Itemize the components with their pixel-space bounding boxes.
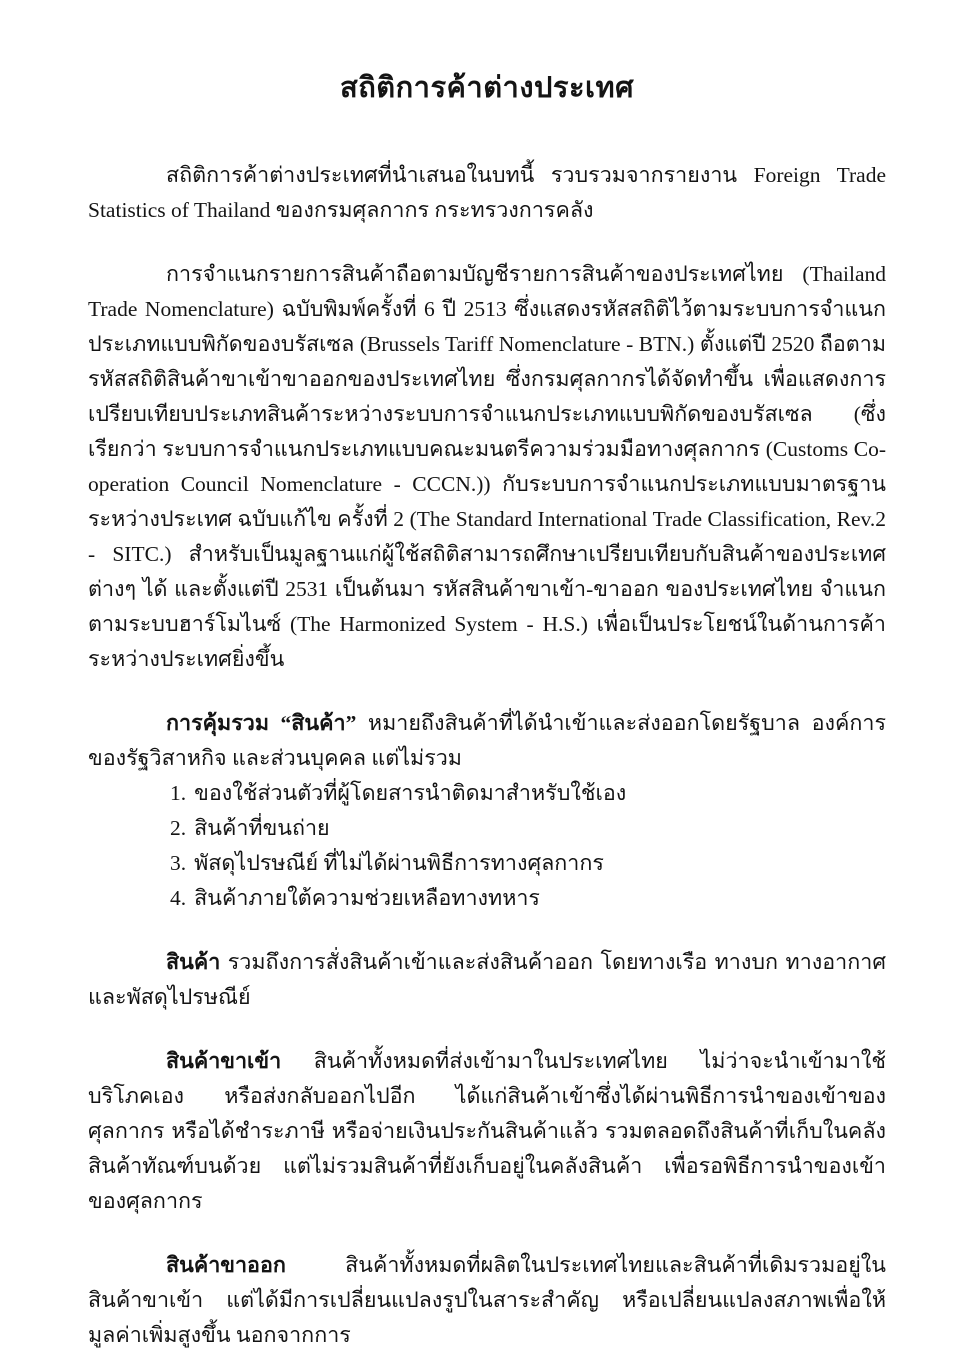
paragraph-imports bbox=[88, 1044, 886, 1219]
paragraph-coverage bbox=[88, 706, 886, 776]
paragraph-intro-text: สถิติการค้าต่างประเทศที่นำเสนอในบทนี้ รวบรวมจากรายงาน Foreign Trade Statistics of Thailand ของกรมศุลกากร กระทรวงการคลัง bbox=[88, 163, 886, 222]
paragraph-imports-text: สินค้าทั้งหมดที่ส่งเข้ามาในประเทศไทย ไม่ว่าจะนำเข้ามาใช้บริโภคเอง หรือส่งกลับออกไปอีก ได้แก่สินค้าเข้าซึ่งได้ผ่านพิธีการนำของเข้าของศุลกากร หรือได้ชำระภาษี หรือจ่ายเงินประกันสินค้าแล้ว รวมตลอดถึงสินค้าที่เก็บในคลังสินค้าทัณฑ์บนด้วย แต่ไม่รวมสินค้าที่ยังเก็บอยู่ในคลังสินค้า เพื่อรอพิธีการนำของเข้าของศุลกากร bbox=[88, 1049, 886, 1213]
paragraph-coverage-text: หมายถึงสินค้าที่ได้นำเข้าและส่งออกโดยรัฐบาล องค์การของรัฐวิสาหกิจ และส่วนบุคคล แต่ไม่รวม bbox=[88, 711, 887, 770]
paragraph-exports-lead: สินค้าขาออก bbox=[166, 1253, 286, 1277]
paragraph-classification-text: การจำแนกรายการสินค้าถือตามบัญชีรายการสินค้าของประเทศไทย (Thailand Trade Nomenclature) ฉบับพิมพ์ครั้งที่ 6 ปี 2513 ซึ่งแสดงรหัสสถิติไว้ตามระบบการจำแนกประเภทแบบพิกัดของบรัสเซล (Brussels Tariff Nomenclature - BTN.) ตั้งแต่ปี 2520 ถือตามรหัสสถิติสินค้าขาเข้าขาออกของประเทศไทย ซึ่งกรมศุลกากรได้จัดทำขึ้น เพื่อแสดงการเปรียบเทียบประเภทสินค้าระหว่างระบบการจำแนกประเภทแบบพิกัดของบรัสเซล (ซึ่งเรียกว่า ระบบการจำแนกประเภทแบบคณะมนตรีความร่วมมือทางศุลกากร (Customs Co-operation Council Nomenclature - CCCN.)) กับระบบการจำแนกประเภทแบบมาตรฐานระหว่างประเทศ ฉบับแก้ไข ครั้งที่ 2 (The Standard International Trade Classification, Rev.2 - SITC.) สำหรับเป็นมูลฐานแก่ผู้ใช้สถิติสามารถศึกษาเปรียบเทียบกับสินค้าของประเทศต่างๆ ได้ และตั้งแต่ปี 2531 เป็นต้นมา รหัสสินค้าขาเข้า-ขาออก ของประเทศไทย จำแนกตามระบบฮาร์โมไนซ์ (The Harmonized System - H.S.) เพื่อเป็นประโยชน์ในด้านการค้าระหว่างประเทศยิ่งขึ้น bbox=[88, 262, 886, 671]
paragraph-exports-text: สินค้าทั้งหมดที่ผลิตในประเทศไทยและสินค้าที่เดิมรวมอยู่ในสินค้าขาเข้า แต่ได้มีการเปลี่ยนแปลงรูปในสาระสำคัญ หรือเปลี่ยนแปลงสภาพเพื่อให้มูลค่าเพิ่มสูงขึ้น นอกจากการ bbox=[88, 1253, 886, 1347]
list-item-number: 2. bbox=[170, 816, 187, 840]
list-item-text: ของใช้ส่วนตัวที่ผู้โดยสารนำติดมาสำหรับใช้เอง bbox=[194, 781, 627, 805]
paragraph-classification bbox=[88, 257, 886, 677]
paragraph-goods bbox=[88, 945, 886, 1015]
list-item-text: สินค้าที่ขนถ่าย bbox=[194, 816, 330, 840]
paragraph-goods-text: รวมถึงการสั่งสินค้าเข้าและส่งสินค้าออก โดยทางเรือ ทางบก ทางอากาศ และพัสดุไปรษณีย์ bbox=[88, 950, 886, 1009]
paragraph-goods-lead: สินค้า bbox=[166, 950, 221, 974]
paragraph-exports bbox=[88, 1248, 886, 1353]
list-item-text: สินค้าภายใต้ความช่วยเหลือทางทหาร bbox=[194, 886, 540, 910]
list-item-number: 1. bbox=[170, 781, 187, 805]
list-item bbox=[170, 846, 886, 881]
list-item bbox=[170, 811, 886, 846]
paragraph-coverage-lead: การคุ้มรวม “สินค้า” bbox=[166, 711, 357, 735]
list-item-number: 4. bbox=[170, 886, 187, 910]
list-item-number: 3. bbox=[170, 851, 187, 875]
exclusion-list bbox=[88, 776, 886, 916]
list-item bbox=[170, 776, 886, 811]
page-title: สถิติการค้าต่างประเทศ bbox=[340, 72, 634, 104]
list-item bbox=[170, 881, 886, 916]
paragraph-imports-lead: สินค้าขาเข้า bbox=[166, 1049, 282, 1073]
paragraph-intro bbox=[88, 158, 886, 228]
list-item-text: พัสดุไปรษณีย์ ที่ไม่ได้ผ่านพิธีการทางศุลกากร bbox=[194, 851, 604, 875]
